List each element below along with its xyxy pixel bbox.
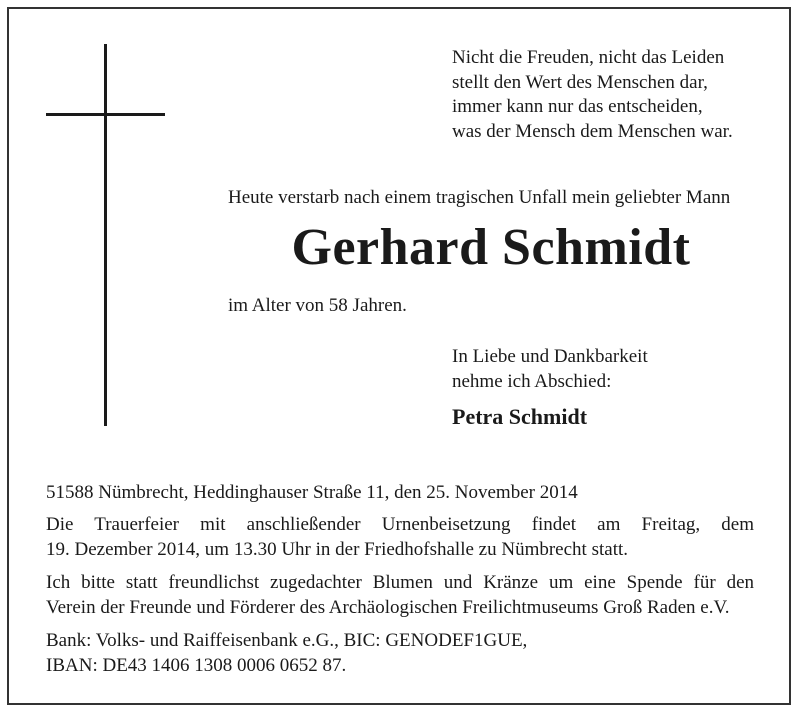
- farewell-line: nehme ich Abschied:: [452, 370, 612, 392]
- funeral-info: [46, 512, 754, 562]
- age-text: im Alter von 58 Jahren.: [228, 295, 407, 316]
- donation-line: Verein der Freunde und Förderer des Archäologischen Freilichtmuseums Groß Raden e.V.: [46, 597, 730, 618]
- place-date: 51588 Nümbrecht, Heddinghauser Straße 11, den 25. November 2014: [46, 482, 578, 503]
- memorial-poem: [452, 46, 772, 144]
- farewell-line: In Liebe und Dankbarkeit: [452, 346, 648, 367]
- donation-line: Ich bitte statt freundlichst zugedachter Blumen und Kränze um eine Spende für den: [46, 572, 754, 593]
- bank-info: [46, 628, 754, 678]
- poem-line: Nicht die Freuden, nicht das Leiden: [452, 47, 725, 68]
- funeral-line: 19. Dezember 2014, um 13.30 Uhr in der Friedhofshalle zu Nümbrecht statt.: [46, 539, 628, 560]
- announcement-intro: Heute verstarb nach einem tragischen Unfall mein geliebter Mann: [228, 187, 731, 208]
- cross-horizontal-bar: [46, 113, 165, 116]
- donation-info: [46, 570, 754, 620]
- funeral-line: Die Trauerfeier mit anschließender Urnenbeisetzung findet am Freitag, dem: [46, 514, 754, 535]
- poem-line: immer kann nur das entscheiden,: [452, 96, 703, 117]
- farewell-text: [452, 345, 648, 394]
- bank-line: Bank: Volks- und Raiffeisenbank e.G., BIC: GENODEF1GUE,: [46, 630, 528, 651]
- signer-name: Petra Schmidt: [452, 404, 588, 429]
- deceased-name: Gerhard Schmidt: [291, 219, 691, 276]
- poem-line: was der Mensch dem Menschen war.: [452, 120, 733, 142]
- iban-line: IBAN: DE43 1406 1308 0006 0652 87.: [46, 655, 347, 676]
- poem-line: stellt den Wert des Menschen dar,: [452, 71, 708, 93]
